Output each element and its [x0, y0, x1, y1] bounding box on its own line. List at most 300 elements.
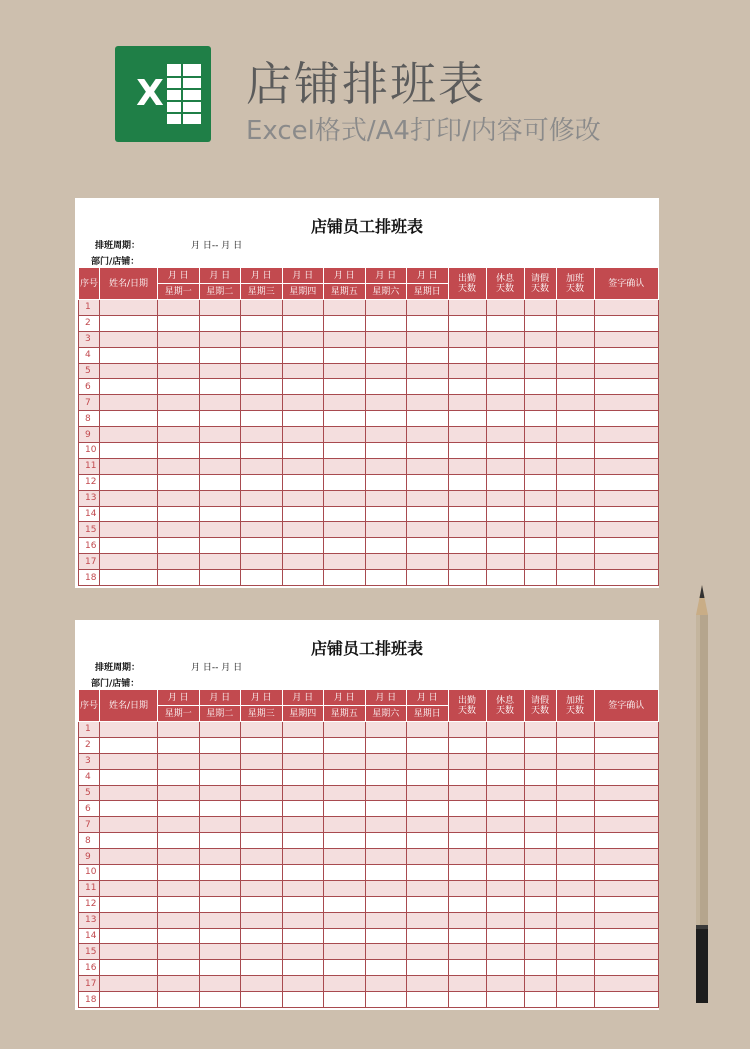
table-cell[interactable]	[199, 928, 241, 944]
table-cell[interactable]	[282, 554, 324, 570]
table-cell[interactable]	[158, 976, 200, 992]
table-cell[interactable]	[407, 801, 449, 817]
table-cell[interactable]	[324, 570, 366, 586]
table-cell[interactable]	[100, 785, 158, 801]
table-cell[interactable]	[486, 300, 524, 316]
table-cell[interactable]	[556, 992, 594, 1008]
table-cell[interactable]	[199, 347, 241, 363]
table-cell[interactable]	[282, 331, 324, 347]
table-cell[interactable]	[556, 570, 594, 586]
table-cell[interactable]	[407, 785, 449, 801]
table-cell[interactable]	[241, 363, 283, 379]
table-cell[interactable]	[324, 347, 366, 363]
table-cell[interactable]	[241, 411, 283, 427]
table-cell[interactable]	[524, 363, 556, 379]
table-cell[interactable]	[407, 474, 449, 490]
table-cell[interactable]	[324, 554, 366, 570]
table-cell[interactable]	[524, 379, 556, 395]
table-cell[interactable]	[100, 737, 158, 753]
table-cell[interactable]	[241, 753, 283, 769]
table-cell[interactable]	[556, 427, 594, 443]
table-cell[interactable]	[199, 944, 241, 960]
table-cell[interactable]	[100, 554, 158, 570]
table-cell[interactable]	[556, 944, 594, 960]
table-cell[interactable]	[594, 722, 659, 738]
table-cell[interactable]	[407, 992, 449, 1008]
table-cell[interactable]	[556, 737, 594, 753]
table-cell[interactable]	[486, 753, 524, 769]
table-cell[interactable]	[594, 785, 659, 801]
table-cell[interactable]	[158, 769, 200, 785]
table-cell[interactable]	[158, 912, 200, 928]
table-cell[interactable]	[524, 769, 556, 785]
table-cell[interactable]	[324, 474, 366, 490]
table-cell[interactable]	[324, 896, 366, 912]
table-cell[interactable]	[524, 427, 556, 443]
table-cell[interactable]	[486, 785, 524, 801]
table-cell[interactable]	[100, 379, 158, 395]
table-cell[interactable]	[100, 411, 158, 427]
table-cell[interactable]	[100, 427, 158, 443]
table-cell[interactable]	[158, 833, 200, 849]
table-cell[interactable]	[282, 833, 324, 849]
table-cell[interactable]	[594, 849, 659, 865]
table-cell[interactable]	[365, 976, 407, 992]
table-cell[interactable]	[556, 506, 594, 522]
table-cell[interactable]	[158, 753, 200, 769]
table-cell[interactable]	[448, 880, 486, 896]
table-cell[interactable]	[282, 976, 324, 992]
table-cell[interactable]	[199, 722, 241, 738]
table-cell[interactable]	[324, 833, 366, 849]
table-cell[interactable]	[365, 474, 407, 490]
table-cell[interactable]	[100, 960, 158, 976]
table-cell[interactable]	[365, 506, 407, 522]
table-cell[interactable]	[524, 801, 556, 817]
table-cell[interactable]	[594, 458, 659, 474]
table-cell[interactable]	[524, 785, 556, 801]
table-cell[interactable]	[556, 833, 594, 849]
table-cell[interactable]	[282, 300, 324, 316]
table-cell[interactable]	[365, 331, 407, 347]
table-cell[interactable]	[486, 474, 524, 490]
table-cell[interactable]	[158, 300, 200, 316]
table-cell[interactable]	[524, 522, 556, 538]
table-cell[interactable]	[556, 538, 594, 554]
table-cell[interactable]	[594, 944, 659, 960]
table-cell[interactable]	[448, 769, 486, 785]
table-cell[interactable]	[594, 443, 659, 459]
table-cell[interactable]	[100, 522, 158, 538]
table-cell[interactable]	[199, 992, 241, 1008]
table-cell[interactable]	[556, 363, 594, 379]
table-cell[interactable]	[158, 817, 200, 833]
period-value[interactable]: 月 日-- 月 日	[191, 241, 243, 251]
table-cell[interactable]	[448, 315, 486, 331]
table-cell[interactable]	[556, 801, 594, 817]
table-cell[interactable]	[324, 379, 366, 395]
table-cell[interactable]	[407, 331, 449, 347]
table-cell[interactable]	[448, 458, 486, 474]
table-cell[interactable]	[199, 865, 241, 881]
table-cell[interactable]	[158, 379, 200, 395]
table-cell[interactable]	[556, 928, 594, 944]
table-cell[interactable]	[448, 427, 486, 443]
table-cell[interactable]	[556, 395, 594, 411]
table-cell[interactable]	[594, 331, 659, 347]
table-cell[interactable]	[556, 849, 594, 865]
table-cell[interactable]	[556, 379, 594, 395]
table-cell[interactable]	[100, 300, 158, 316]
table-cell[interactable]	[100, 769, 158, 785]
table-cell[interactable]	[241, 315, 283, 331]
table-cell[interactable]	[241, 474, 283, 490]
table-cell[interactable]	[486, 722, 524, 738]
table-cell[interactable]	[199, 363, 241, 379]
table-cell[interactable]	[199, 331, 241, 347]
table-cell[interactable]	[324, 315, 366, 331]
table-cell[interactable]	[524, 411, 556, 427]
table-cell[interactable]	[594, 880, 659, 896]
table-cell[interactable]	[100, 490, 158, 506]
table-cell[interactable]	[556, 976, 594, 992]
table-cell[interactable]	[365, 769, 407, 785]
table-cell[interactable]	[556, 331, 594, 347]
table-cell[interactable]	[365, 833, 407, 849]
table-cell[interactable]	[524, 331, 556, 347]
table-cell[interactable]	[407, 427, 449, 443]
table-cell[interactable]	[594, 315, 659, 331]
table-cell[interactable]	[324, 960, 366, 976]
table-cell[interactable]	[594, 538, 659, 554]
table-cell[interactable]	[199, 395, 241, 411]
table-cell[interactable]	[448, 379, 486, 395]
table-cell[interactable]	[594, 379, 659, 395]
table-cell[interactable]	[524, 817, 556, 833]
table-cell[interactable]	[407, 753, 449, 769]
table-cell[interactable]	[448, 849, 486, 865]
table-cell[interactable]	[158, 331, 200, 347]
table-cell[interactable]	[556, 474, 594, 490]
table-cell[interactable]	[158, 363, 200, 379]
table-cell[interactable]	[158, 896, 200, 912]
table-cell[interactable]	[199, 315, 241, 331]
table-cell[interactable]	[486, 570, 524, 586]
table-cell[interactable]	[365, 315, 407, 331]
table-cell[interactable]	[100, 570, 158, 586]
table-cell[interactable]	[158, 960, 200, 976]
table-cell[interactable]	[365, 912, 407, 928]
table-cell[interactable]	[486, 833, 524, 849]
table-cell[interactable]	[241, 928, 283, 944]
table-cell[interactable]	[158, 865, 200, 881]
table-cell[interactable]	[594, 506, 659, 522]
table-cell[interactable]	[324, 912, 366, 928]
table-cell[interactable]	[199, 912, 241, 928]
table-cell[interactable]	[448, 474, 486, 490]
table-cell[interactable]	[282, 315, 324, 331]
table-cell[interactable]	[282, 363, 324, 379]
table-cell[interactable]	[556, 769, 594, 785]
table-cell[interactable]	[100, 976, 158, 992]
table-cell[interactable]	[100, 331, 158, 347]
table-cell[interactable]	[324, 506, 366, 522]
table-cell[interactable]	[100, 538, 158, 554]
table-cell[interactable]	[594, 411, 659, 427]
table-cell[interactable]	[282, 458, 324, 474]
table-cell[interactable]	[524, 347, 556, 363]
table-cell[interactable]	[486, 880, 524, 896]
table-cell[interactable]	[241, 570, 283, 586]
table-cell[interactable]	[282, 522, 324, 538]
table-cell[interactable]	[486, 801, 524, 817]
table-cell[interactable]	[158, 506, 200, 522]
table-cell[interactable]	[158, 474, 200, 490]
table-cell[interactable]	[158, 347, 200, 363]
table-cell[interactable]	[486, 347, 524, 363]
table-cell[interactable]	[158, 554, 200, 570]
table-cell[interactable]	[199, 538, 241, 554]
table-cell[interactable]	[448, 960, 486, 976]
table-cell[interactable]	[199, 737, 241, 753]
table-cell[interactable]	[365, 753, 407, 769]
table-cell[interactable]	[365, 992, 407, 1008]
table-cell[interactable]	[407, 490, 449, 506]
table-cell[interactable]	[407, 960, 449, 976]
table-cell[interactable]	[486, 928, 524, 944]
table-cell[interactable]	[241, 538, 283, 554]
table-cell[interactable]	[282, 817, 324, 833]
table-cell[interactable]	[199, 880, 241, 896]
table-cell[interactable]	[486, 849, 524, 865]
table-cell[interactable]	[282, 801, 324, 817]
table-cell[interactable]	[282, 912, 324, 928]
table-cell[interactable]	[524, 722, 556, 738]
table-cell[interactable]	[324, 992, 366, 1008]
table-cell[interactable]	[486, 538, 524, 554]
table-cell[interactable]	[524, 849, 556, 865]
table-cell[interactable]	[365, 427, 407, 443]
table-cell[interactable]	[158, 928, 200, 944]
table-cell[interactable]	[365, 300, 407, 316]
table-cell[interactable]	[241, 960, 283, 976]
table-cell[interactable]	[594, 427, 659, 443]
table-cell[interactable]	[365, 722, 407, 738]
table-cell[interactable]	[241, 785, 283, 801]
table-cell[interactable]	[365, 737, 407, 753]
table-cell[interactable]	[365, 379, 407, 395]
period-value[interactable]: 月 日-- 月 日	[191, 663, 243, 673]
table-cell[interactable]	[594, 896, 659, 912]
table-cell[interactable]	[100, 753, 158, 769]
table-cell[interactable]	[199, 753, 241, 769]
table-cell[interactable]	[241, 722, 283, 738]
table-cell[interactable]	[594, 490, 659, 506]
table-cell[interactable]	[100, 833, 158, 849]
table-cell[interactable]	[100, 928, 158, 944]
table-cell[interactable]	[365, 801, 407, 817]
table-cell[interactable]	[365, 458, 407, 474]
table-cell[interactable]	[199, 490, 241, 506]
table-cell[interactable]	[556, 722, 594, 738]
table-cell[interactable]	[556, 960, 594, 976]
table-cell[interactable]	[324, 490, 366, 506]
table-cell[interactable]	[448, 538, 486, 554]
table-cell[interactable]	[407, 347, 449, 363]
table-cell[interactable]	[282, 992, 324, 1008]
table-cell[interactable]	[486, 458, 524, 474]
table-cell[interactable]	[324, 928, 366, 944]
table-cell[interactable]	[100, 992, 158, 1008]
table-cell[interactable]	[524, 443, 556, 459]
table-cell[interactable]	[282, 722, 324, 738]
table-cell[interactable]	[324, 849, 366, 865]
table-cell[interactable]	[594, 960, 659, 976]
table-cell[interactable]	[486, 944, 524, 960]
table-cell[interactable]	[365, 865, 407, 881]
table-cell[interactable]	[486, 331, 524, 347]
table-cell[interactable]	[486, 395, 524, 411]
table-cell[interactable]	[594, 817, 659, 833]
table-cell[interactable]	[524, 896, 556, 912]
table-cell[interactable]	[448, 833, 486, 849]
table-cell[interactable]	[324, 538, 366, 554]
table-cell[interactable]	[594, 474, 659, 490]
table-cell[interactable]	[556, 817, 594, 833]
table-cell[interactable]	[324, 522, 366, 538]
table-cell[interactable]	[241, 833, 283, 849]
table-cell[interactable]	[100, 801, 158, 817]
table-cell[interactable]	[448, 570, 486, 586]
table-cell[interactable]	[324, 427, 366, 443]
table-cell[interactable]	[158, 411, 200, 427]
table-cell[interactable]	[407, 896, 449, 912]
table-cell[interactable]	[524, 753, 556, 769]
table-cell[interactable]	[282, 769, 324, 785]
table-cell[interactable]	[324, 331, 366, 347]
table-cell[interactable]	[407, 944, 449, 960]
table-cell[interactable]	[407, 411, 449, 427]
table-cell[interactable]	[365, 570, 407, 586]
table-cell[interactable]	[100, 849, 158, 865]
table-cell[interactable]	[486, 490, 524, 506]
table-cell[interactable]	[100, 395, 158, 411]
table-cell[interactable]	[524, 458, 556, 474]
table-cell[interactable]	[241, 347, 283, 363]
table-cell[interactable]	[594, 865, 659, 881]
table-cell[interactable]	[524, 490, 556, 506]
table-cell[interactable]	[524, 912, 556, 928]
table-cell[interactable]	[158, 992, 200, 1008]
table-cell[interactable]	[594, 522, 659, 538]
table-cell[interactable]	[524, 880, 556, 896]
table-cell[interactable]	[282, 506, 324, 522]
table-cell[interactable]	[199, 554, 241, 570]
table-cell[interactable]	[324, 737, 366, 753]
table-cell[interactable]	[524, 300, 556, 316]
table-cell[interactable]	[199, 976, 241, 992]
table-cell[interactable]	[486, 379, 524, 395]
table-cell[interactable]	[282, 570, 324, 586]
table-cell[interactable]	[556, 443, 594, 459]
table-cell[interactable]	[556, 753, 594, 769]
table-cell[interactable]	[448, 896, 486, 912]
table-cell[interactable]	[199, 443, 241, 459]
table-cell[interactable]	[324, 865, 366, 881]
table-cell[interactable]	[524, 833, 556, 849]
table-cell[interactable]	[486, 522, 524, 538]
table-cell[interactable]	[524, 944, 556, 960]
table-cell[interactable]	[556, 554, 594, 570]
table-cell[interactable]	[556, 315, 594, 331]
table-cell[interactable]	[486, 554, 524, 570]
table-cell[interactable]	[594, 992, 659, 1008]
table-cell[interactable]	[556, 411, 594, 427]
table-cell[interactable]	[365, 443, 407, 459]
table-cell[interactable]	[158, 944, 200, 960]
table-cell[interactable]	[524, 570, 556, 586]
table-cell[interactable]	[556, 458, 594, 474]
table-cell[interactable]	[199, 379, 241, 395]
table-cell[interactable]	[282, 395, 324, 411]
table-cell[interactable]	[448, 300, 486, 316]
table-cell[interactable]	[158, 722, 200, 738]
table-cell[interactable]	[282, 928, 324, 944]
table-cell[interactable]	[199, 769, 241, 785]
table-cell[interactable]	[241, 849, 283, 865]
table-cell[interactable]	[594, 769, 659, 785]
table-cell[interactable]	[448, 522, 486, 538]
table-cell[interactable]	[556, 300, 594, 316]
table-cell[interactable]	[282, 880, 324, 896]
table-cell[interactable]	[241, 769, 283, 785]
table-cell[interactable]	[282, 474, 324, 490]
table-cell[interactable]	[282, 849, 324, 865]
table-cell[interactable]	[594, 554, 659, 570]
table-cell[interactable]	[324, 753, 366, 769]
table-cell[interactable]	[241, 737, 283, 753]
table-cell[interactable]	[448, 912, 486, 928]
table-cell[interactable]	[407, 833, 449, 849]
table-cell[interactable]	[158, 458, 200, 474]
table-cell[interactable]	[365, 849, 407, 865]
table-cell[interactable]	[100, 817, 158, 833]
table-cell[interactable]	[524, 928, 556, 944]
table-cell[interactable]	[199, 785, 241, 801]
table-cell[interactable]	[158, 801, 200, 817]
table-cell[interactable]	[241, 554, 283, 570]
table-cell[interactable]	[282, 753, 324, 769]
table-cell[interactable]	[524, 976, 556, 992]
table-cell[interactable]	[594, 801, 659, 817]
table-cell[interactable]	[524, 474, 556, 490]
table-cell[interactable]	[448, 443, 486, 459]
table-cell[interactable]	[158, 538, 200, 554]
table-cell[interactable]	[199, 300, 241, 316]
table-cell[interactable]	[407, 506, 449, 522]
table-cell[interactable]	[324, 395, 366, 411]
table-cell[interactable]	[448, 331, 486, 347]
table-cell[interactable]	[158, 395, 200, 411]
table-cell[interactable]	[594, 833, 659, 849]
table-cell[interactable]	[448, 737, 486, 753]
table-cell[interactable]	[241, 976, 283, 992]
table-cell[interactable]	[282, 427, 324, 443]
table-cell[interactable]	[448, 363, 486, 379]
table-cell[interactable]	[324, 785, 366, 801]
table-cell[interactable]	[324, 443, 366, 459]
table-cell[interactable]	[282, 896, 324, 912]
